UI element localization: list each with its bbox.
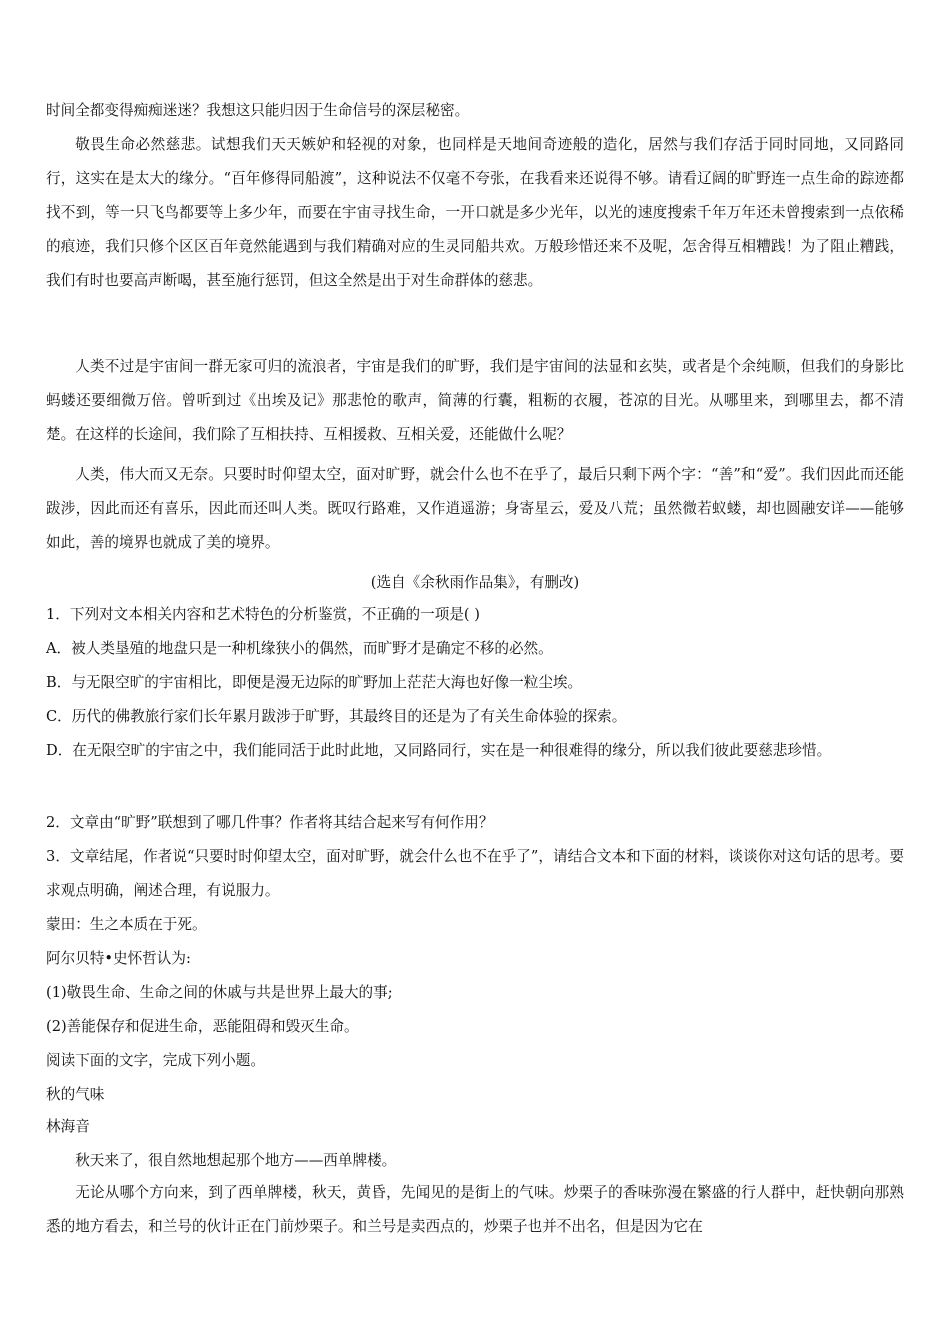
paragraph-wanderers: 人类不过是宇宙间一群无家可归的流浪者，宇宙是我们的旷野，我们是宇宙间的法显和玄奘，或者是个余纯顺，但我们的身影比蚂蝼还要细微万倍。曾听到过《出埃及记》那悲怆的歌声，简薄的行囊，粗粝的衣履，苍凉的目光。从哪里来，到哪里去，都不清楚。在这样的长途间，我们除了互相扶持、互相援救、互相关爱，还能做什么呢？ bbox=[46, 358, 904, 443]
reading-instruction: 阅读下面的文字，完成下列小题。 bbox=[46, 1052, 265, 1069]
question-1-option-c: C．历代的佛教旅行家们长年累月跋涉于旷野，其最终目的还是为了有关生命体验的探索。 bbox=[46, 708, 627, 725]
question-1-option-a: A．被人类垦殖的地盘只是一种机缘狭小的偶然，而旷野才是确定不移的必然。 bbox=[46, 640, 553, 657]
paragraph-respect-life: 敬畏生命必然慈悲。试想我们天天嫉妒和轻视的对象，也同样是天地间奇迹般的造化，居然与我们存活于同时同地，又同路同行，这实在是太大的缘分。“百年修得同船渡”，这种说法不仅毫不夸张，在我看来还说得不够。请看辽阔的旷野连一点生命的踪迹都找不到，等一只飞鸟都要等上多少年，而要在宇宙寻找生命，一开口就是多少光年，以光的速度搜索千年万年还未曾搜索到一点依稀的痕迹，我们只修个区区百年竟然能遇到与我们精确对应的生灵同船共欢。万般珍惜还来不及呢，怎舍得互相糟践！为了阻止糟践，我们有时也要高声断喝，甚至施行惩罚，但这全然是出于对生命群体的慈悲。 bbox=[46, 136, 904, 289]
material-point-1: (1)敬畏生命、生命之间的休戚与共是世界上最大的事; bbox=[46, 984, 393, 1001]
passage-author: 林海音 bbox=[46, 1118, 90, 1135]
autumn-paragraph-2: 无论从哪个方向来，到了西单牌楼，秋天，黄昏，先闻见的是街上的气味。炒栗子的香味弥漫在繁盛的行人群中，赶快朝向那熟悉的地方看去，和兰号的伙计正在门前炒栗子。和兰号是卖西点的，炒栗子也并不出名，但是因为它在 bbox=[46, 1184, 904, 1235]
question-1-option-b: B．与无限空旷的宇宙相比，即便是漫无边际的旷野加上茫茫大海也好像一粒尘埃。 bbox=[46, 674, 583, 691]
question-2: 2．文章由“旷野”联想到了哪几件事？作者将其结合起来写有何作用？ bbox=[46, 814, 494, 831]
autumn-paragraph-1: 秋天来了，很自然地想起那个地方——西单牌楼。 bbox=[75, 1152, 397, 1169]
material-montaigne: 蒙田：生之本质在于死。 bbox=[46, 916, 207, 933]
material-schweitzer: 阿尔贝特•史怀哲认为: bbox=[46, 950, 191, 967]
material-point-2: (2)善能保存和促进生命，恶能阻碍和毁灭生命。 bbox=[46, 1018, 359, 1035]
paragraph-humanity: 人类，伟大而又无奈。只要时时仰望太空，面对旷野，就会什么也不在乎了，最后只剩下两个字：“善”和“爱”。我们因此而还能跋涉，因此而还有喜乐，因此而还叫人类。既叹行路难，又作逍遥游；身寄星云，爱及八荒；虽然微若蚁蝼，却也圆融安详——能够如此，善的境界也就成了美的境界。 bbox=[46, 466, 904, 551]
question-1-option-d: D．在无限空旷的宇宙之中，我们能同活于此时此地，又同路同行，实在是一种很难得的缘分，所以我们彼此要慈悲珍惜。 bbox=[46, 742, 832, 759]
question-1-stem: 1．下列对文本相关内容和艺术特色的分析鉴赏，不正确的一项是( ) bbox=[46, 606, 480, 623]
question-3: 3．文章结尾，作者说“只要时时仰望太空，面对旷野，就会什么也不在乎了”，请结合文本和下面的材料，谈谈你对这句话的思考。要求观点明确，阐述合理，有说服力。 bbox=[46, 848, 904, 899]
source-citation: (选自《余秋雨作品集》，有删改) bbox=[370, 574, 580, 591]
passage-title: 秋的气味 bbox=[46, 1086, 105, 1103]
passage-continuation: 时间全都变得痴痴迷迷？我想这只能归因于生命信号的深层秘密。 bbox=[46, 102, 470, 119]
